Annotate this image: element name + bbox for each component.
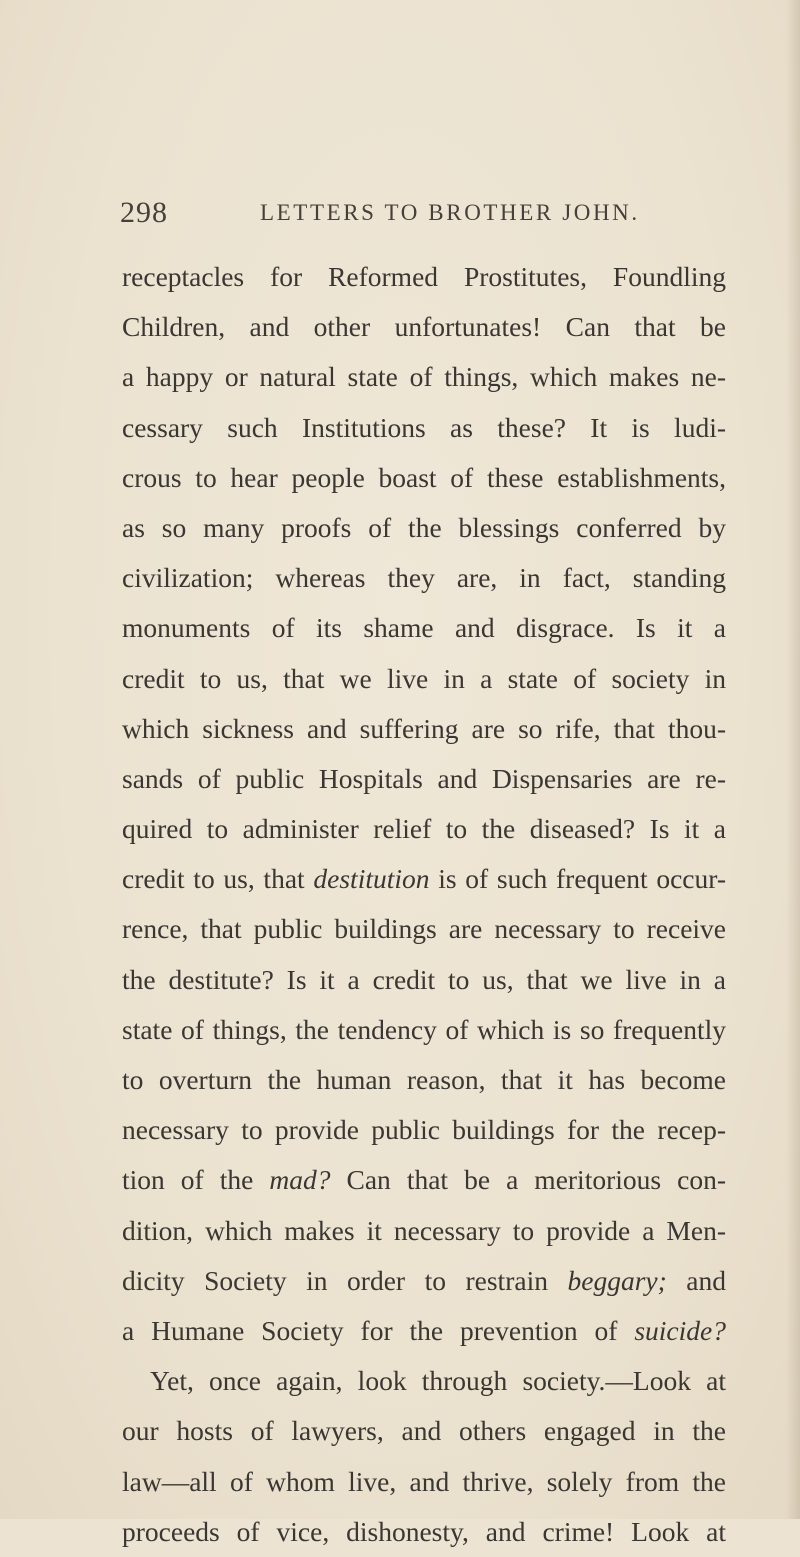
- text-segment: the destitute? Is it a credit to us, that we live in a: [122, 963, 726, 995]
- text-line: [122, 352, 726, 402]
- text-segment: civilization; whereas they are, in fact, standing: [122, 562, 726, 594]
- text-segment: quired to administer relief to the diseased? Is it a: [122, 813, 726, 845]
- text-segment: necessary to provide public buildings for the recep-: [122, 1114, 726, 1146]
- text-segment: monuments of its shame and disgrace. Is it a: [122, 612, 726, 644]
- text-line: [122, 1206, 726, 1256]
- text-segment: Can that be a meritorious con-: [330, 1164, 726, 1196]
- text-line: [122, 854, 726, 904]
- text-line: [122, 654, 726, 704]
- text-segment: a happy or natural state of things, which makes ne-: [122, 361, 726, 393]
- italic-text: mad?: [269, 1164, 331, 1196]
- text-line: [122, 754, 726, 804]
- text-line: [122, 603, 726, 653]
- text-segment: our hosts of lawyers, and others engaged in the: [122, 1415, 726, 1447]
- text-segment: and: [666, 1264, 726, 1296]
- text-line: [122, 1155, 726, 1205]
- running-head: LETTERS TO BROTHER JOHN.: [260, 200, 640, 225]
- italic-text: destitution: [313, 863, 430, 895]
- text-segment: a Humane Society for the prevention of: [122, 1314, 635, 1346]
- text-segment: receptacles for Reformed Prostitutes, Foundling: [122, 261, 726, 292]
- text-segment: credit to us, that we live in a state of society in: [122, 662, 726, 694]
- text-segment: which sickness and suffering are so rife, that thou-: [122, 712, 726, 744]
- text-line: [122, 955, 726, 1005]
- italic-text: suicide?: [634, 1314, 726, 1346]
- text-segment: as so many proofs of the blessings conferred by: [122, 511, 726, 543]
- text-line: [122, 704, 726, 754]
- text-line: [122, 503, 726, 553]
- text-line: [122, 302, 726, 352]
- text-line: [122, 904, 726, 954]
- text-line: [122, 1356, 726, 1406]
- text-line: [122, 553, 726, 603]
- text-line: [122, 1256, 726, 1306]
- text-segment: law—all of whom live, and thrive, solely from the: [122, 1465, 726, 1497]
- page-header: [120, 196, 720, 230]
- text-segment: credit to us, that: [122, 863, 314, 895]
- text-segment: Children, and other unfortunates! Can that be: [122, 311, 726, 343]
- text-segment: is of such frequent occur-: [429, 863, 727, 895]
- text-line: [122, 1306, 726, 1356]
- text-segment: sands of public Hospitals and Dispensaries are re-: [122, 762, 726, 794]
- text-line: [122, 1406, 726, 1456]
- text-line: [122, 1005, 726, 1055]
- text-line: [122, 453, 726, 503]
- text-segment: Yet, once again, look through society.—Look at: [150, 1365, 726, 1397]
- body-text: [122, 252, 726, 1557]
- text-line: [122, 403, 726, 453]
- text-segment: dicity Society in order to restrain: [122, 1264, 568, 1296]
- italic-text: beggary;: [567, 1264, 667, 1296]
- text-segment: rence, that public buildings are necessary to receive: [122, 913, 726, 945]
- text-line: [122, 252, 726, 302]
- text-segment: proceeds of vice, dishonesty, and crime! Look at: [122, 1515, 726, 1547]
- text-line: [122, 1507, 726, 1557]
- text-line: [122, 1457, 726, 1507]
- text-line: [122, 1105, 726, 1155]
- text-segment: dition, which makes it necessary to provide a Men-: [122, 1214, 726, 1246]
- text-segment: to overturn the human reason, that it has become: [122, 1064, 726, 1095]
- text-segment: state of things, the tendency of which is so frequently: [122, 1013, 726, 1045]
- text-line: [122, 1055, 726, 1105]
- text-segment: cessary such Institutions as these? It is ludi-: [122, 411, 726, 443]
- text-segment: crous to hear people boast of these establishments,: [122, 461, 726, 493]
- text-segment: tion of the: [122, 1164, 270, 1196]
- page-edge-shadow: [786, 0, 800, 1519]
- text-line: [122, 804, 726, 854]
- page-number: 298: [120, 196, 168, 229]
